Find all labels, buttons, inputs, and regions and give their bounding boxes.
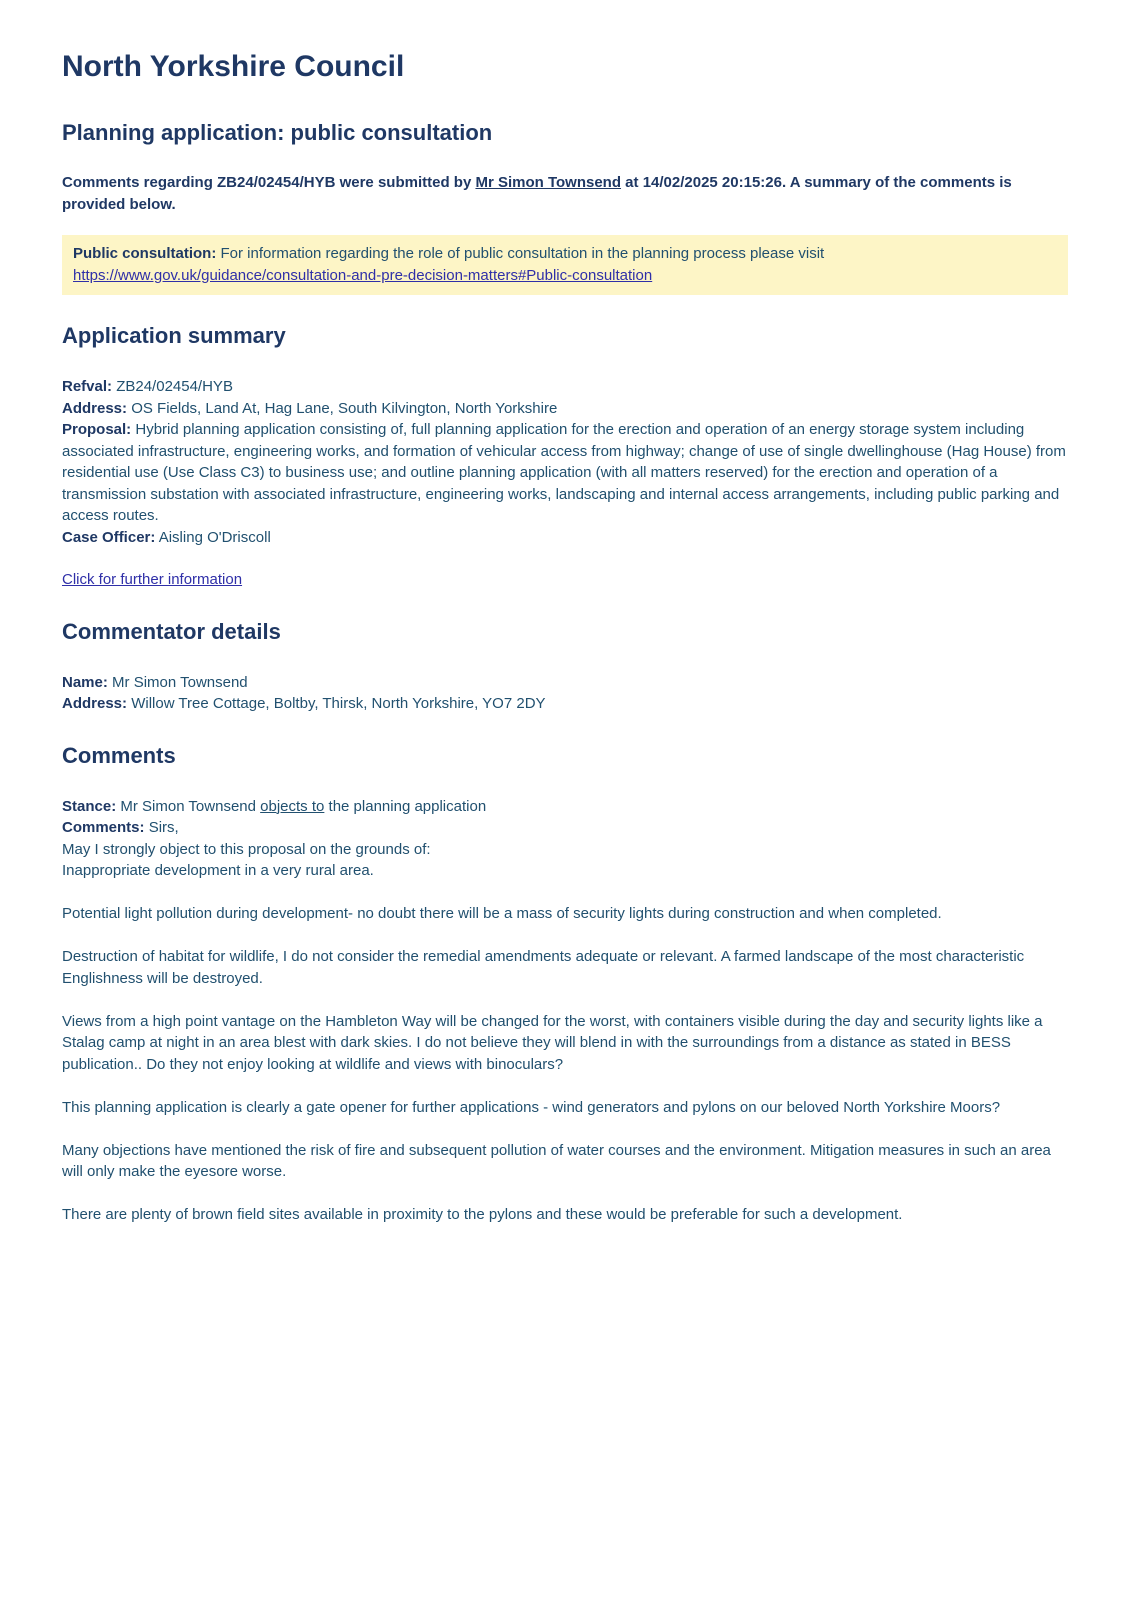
comment-line: May I strongly object to this proposal on the grounds of: <box>62 840 431 858</box>
commentator-name-row <box>62 672 1068 694</box>
site-address-row <box>62 398 1068 420</box>
stance-objects-to: objects to <box>260 797 325 815</box>
commentator-address-value: Willow Tree Cottage, Boltby, Thirsk, North Yorkshire, YO7 2DY <box>131 695 546 712</box>
commenter-name-link[interactable]: Mr Simon Townsend <box>475 174 622 191</box>
comments-salutation-row <box>62 817 1068 839</box>
refval-row <box>62 376 1068 398</box>
commentator-name-value: Mr Simon Townsend <box>112 673 248 691</box>
refval-value: ZB24/02454/HYB <box>116 378 233 395</box>
commentator-details-heading: Commentator details <box>62 618 281 644</box>
case-officer-row <box>62 527 1068 549</box>
case-officer-label: Case Officer: <box>62 528 156 546</box>
comments-block <box>62 796 1068 1226</box>
comment-paragraph: Destruction of habitat for wildlife, I do not consider the remedial amendments adequate or relevant. A farmed landscape of the most characteristic Englishness will be destroyed. <box>62 948 1025 987</box>
stance-text-after: the planning application <box>324 797 487 815</box>
site-address-value: OS Fields, Land At, Hag Lane, South Kilvington, North Yorkshire <box>131 399 558 417</box>
proposal-row <box>62 419 1068 527</box>
commentator-details-block <box>62 672 1068 715</box>
page-title: North Yorkshire Council <box>62 50 405 83</box>
site-address-label: Address: <box>62 399 128 417</box>
comment-line: Inappropriate development in a very rural area. <box>62 862 374 879</box>
comment-paragraph: This planning application is clearly a gate opener for further applications - wind generators and pylons on our beloved North Yorkshire Moors? <box>62 1098 1001 1116</box>
commentator-address-row <box>62 693 1068 715</box>
comments-label: Comments: <box>62 819 145 836</box>
further-information-row <box>62 569 1068 591</box>
commentator-name-label: Name: <box>62 673 108 691</box>
further-information-link[interactable]: Click for further information <box>62 571 243 588</box>
page-subtitle: Planning application: public consultation <box>62 120 493 145</box>
stance-label: Stance: <box>62 797 117 815</box>
notice-label: Public consultation: <box>73 245 217 262</box>
refval-label: Refval: <box>62 378 113 395</box>
submission-summary <box>62 172 1068 215</box>
comment-paragraph: Views from a high point vantage on the Hambleton Way will be changed for the worst, with containers visible during the day and security lights like a Stalag camp at night in an area blest with dark skies. I do not believe they will blend in with the surroundings from a distance as stated in BESS publication.. Do they not enjoy looking at wildlife and views with binoculars? <box>62 1012 1043 1073</box>
public-consultation-notice <box>62 235 1068 295</box>
comment-paragraph: Many objections have mentioned the risk of fire and subsequent pollution of water courses and the environment. Mitigation measures in such an area will only make the eyesore worse. <box>62 1141 1051 1180</box>
stance-text-before: Mr Simon Townsend <box>120 797 261 815</box>
gov-uk-guidance-link[interactable]: https://www.gov.uk/guidance/consultation-and-pre-decision-matters#Public-consultation <box>73 266 653 284</box>
comments-salutation: Sirs, <box>148 819 179 836</box>
case-officer-value: Aisling O'Driscoll <box>158 528 271 546</box>
comment-paragraph: There are plenty of brown field sites available in proximity to the pylons and these would be preferable for such a development. <box>62 1206 903 1223</box>
stance-row <box>62 796 1068 818</box>
commentator-address-label: Address: <box>62 695 128 712</box>
notice-text: For information regarding the role of public consultation in the planning process please visit <box>220 245 825 262</box>
comment-paragraph: Potential light pollution during development- no doubt there will be a mass of security lights during construction and when completed. <box>62 905 942 922</box>
intro-text-before: Comments regarding ZB24/02454/HYB were submitted by <box>62 174 476 191</box>
proposal-value: Hybrid planning application consisting of, full planning application for the erection and operation of an energy storage system including associated infrastructure, engineering works, and formation of vehicular access from highway; change of use of single dwellinghouse (Hag House) from residential use (Use Class C3) to business use; and outline planning application (with all matters reserved) for the erection and operation of a transmission substation with associated infrastructure, engineering works, landscaping and internal access arrangements, including public parking and access routes. <box>62 421 1066 524</box>
application-summary-heading: Application summary <box>62 323 286 348</box>
comments-heading: Comments <box>62 742 176 768</box>
proposal-label: Proposal: <box>62 421 132 438</box>
intro-text-after: at 14/02/2025 20:15:26. A summary of the comments is provided below. <box>62 174 1012 213</box>
application-summary-block <box>62 376 1068 548</box>
